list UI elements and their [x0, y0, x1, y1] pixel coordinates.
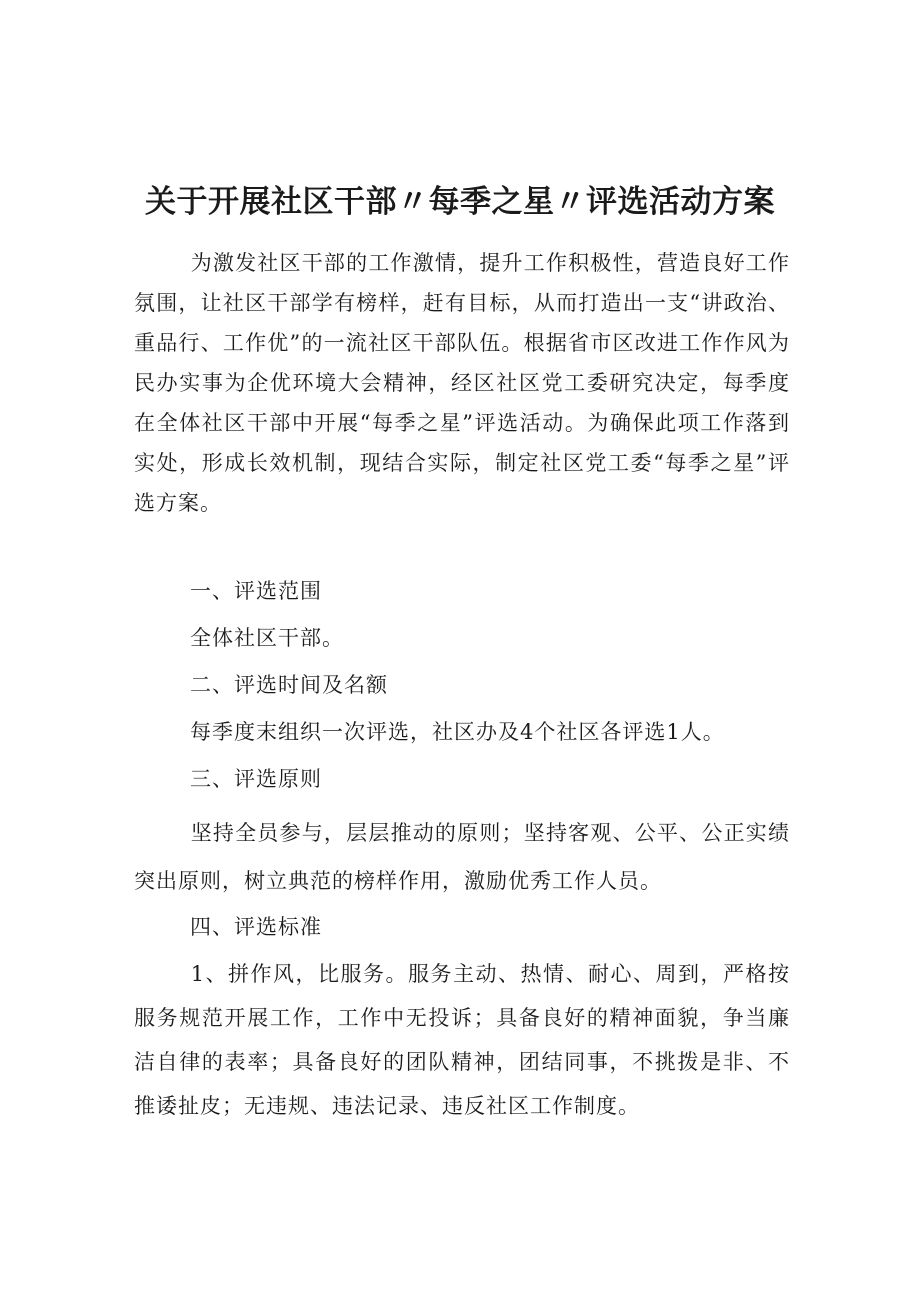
section-heading-principles: 三、评选原则: [190, 767, 322, 791]
section-content-principles: 坚持全员参与，层层推动的原则；坚持客观、公平、公正实绩突出原则，树立典范的榜样作用，激励优秀工作人员。: [134, 821, 790, 893]
section-heading-criteria: 四、评选标准: [190, 915, 322, 939]
criteria-item-1: 1、拼作风，比服务。服务主动、热情、耐心、周到，严格按服务规范开展工作，工作中无投诉；具备良好的精神面貌，争当廉洁自律的表率；具备良好的团队精神，团结同事，不挑拨是非、不推诿扯皮；无违规、违法记录、违反社区工作制度。: [134, 962, 790, 1118]
intro-paragraph: 为激发社区干部的工作激情，提升工作积极性，营造良好工作氛围，让社区干部学有榜样，赶有目标，从而打造出一支“讲政治、重品行、工作优”的一流社区干部队伍。根据省市区改进工作作风为民办实事为企优环境大会精神，经区社区党工委研究决定，每季度在全体社区干部中开展“每季之星”评选活动。为确保此项工作落到实处，形成长效机制，现结合实际，制定社区党工委“每季之星”评选方案。: [134, 251, 790, 515]
document-title: 关于开展社区干部〃每季之星〃评选活动方案: [145, 184, 775, 220]
section-heading-scope: 一、评选范围: [190, 579, 322, 603]
section-content-time-quota: 每季度末组织一次评选，社区办及4个社区各评选1人。: [190, 720, 725, 744]
section-content-scope: 全体社区干部。: [190, 626, 344, 650]
section-heading-time-quota: 二、评选时间及名额: [190, 673, 388, 697]
